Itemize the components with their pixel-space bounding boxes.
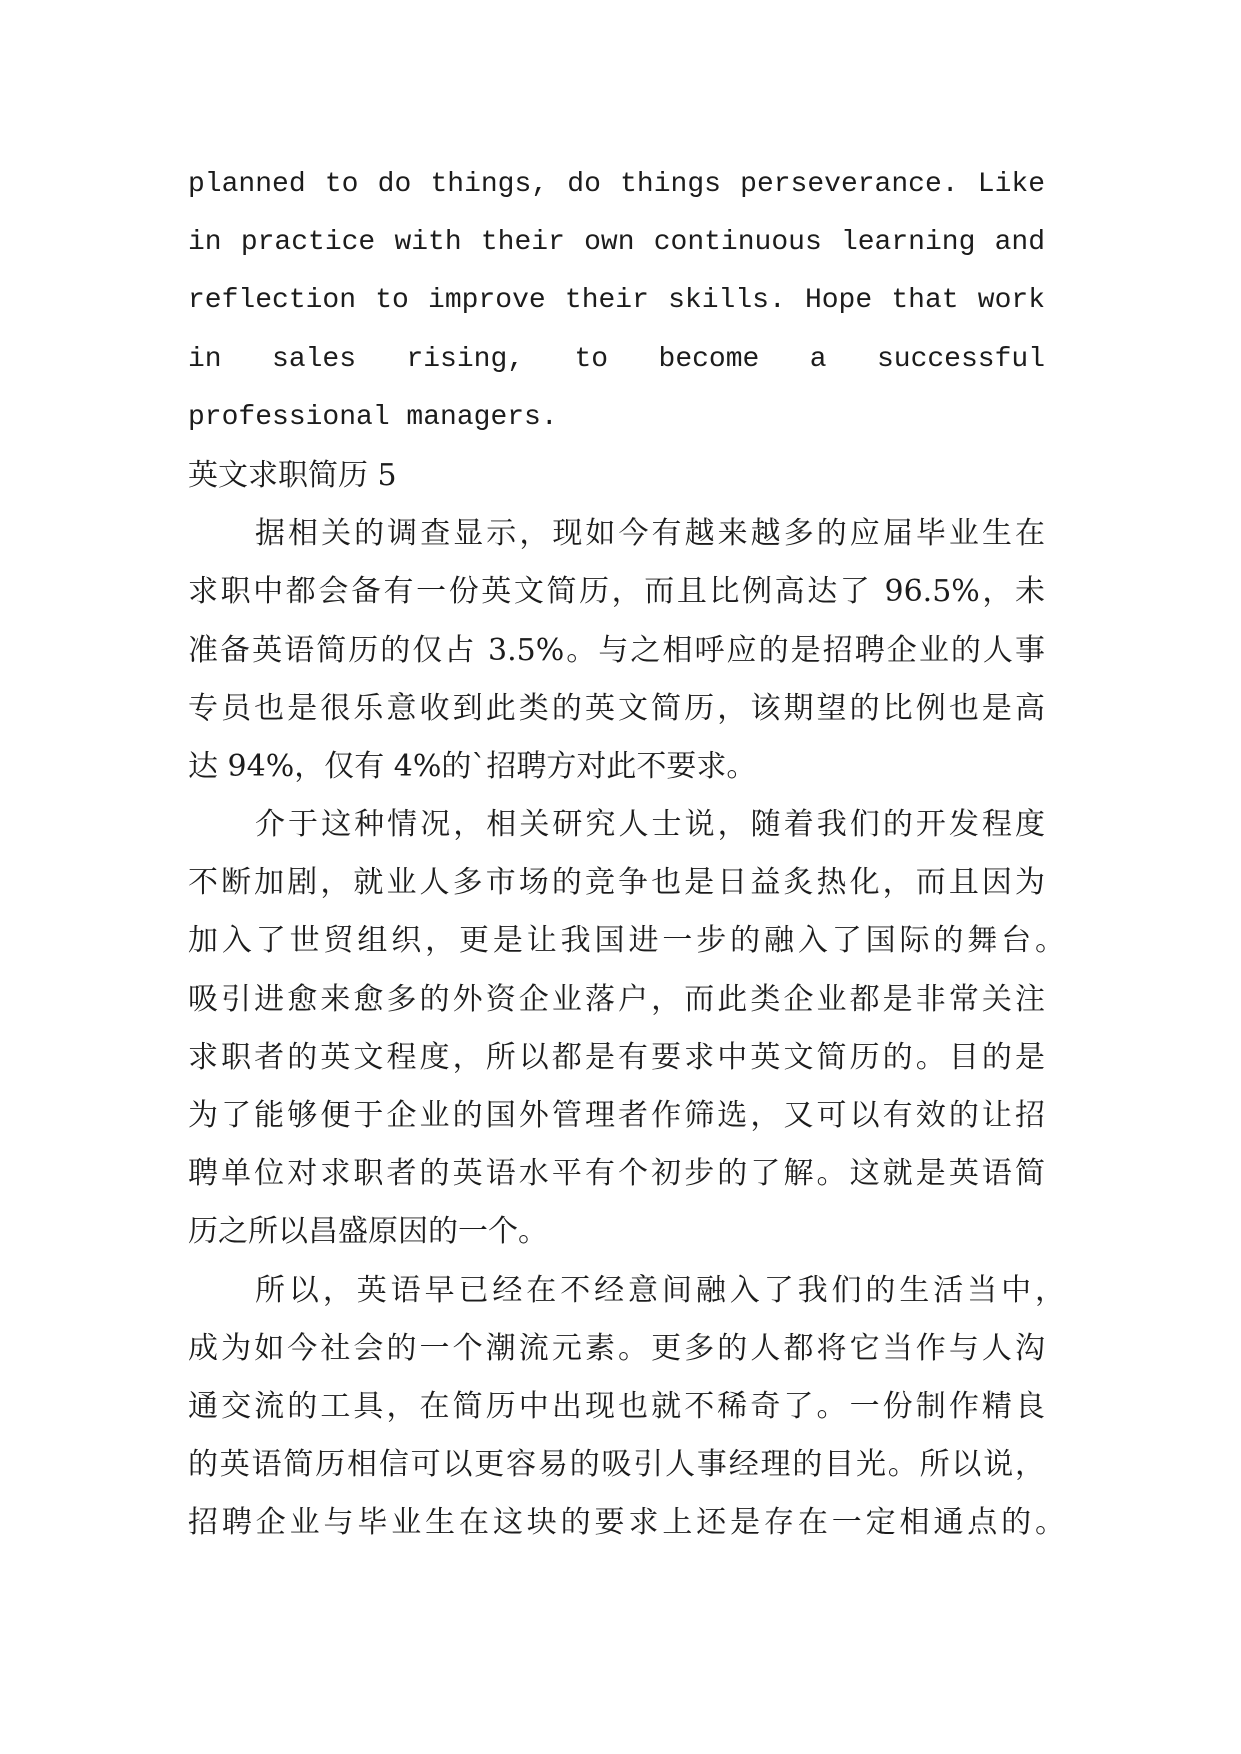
paragraph: [188, 1262, 1065, 1553]
text-line: 聘单位对求职者的英语水平有个初步的了解。这就是英语简: [188, 1156, 1045, 1192]
text-line: 吸引进愈来愈多的外资企业落户，而此类企业都是非常关注: [188, 981, 1045, 1017]
text-line: 成为如今社会的一个潮流元素。更多的人都将它当作与人沟: [188, 1330, 1045, 1366]
text-line: 介于这种情况，相关研究人士说，随着我们的开发程度: [255, 807, 1045, 843]
text-line: 求职中都会备有一份英文简历，而且比例高达了 96.5%，未: [188, 574, 1045, 610]
text-line: in sales rising, to become a successful: [188, 343, 1045, 375]
section-heading: 英文求职简历 5: [188, 457, 397, 493]
text-line: in practice with their own continuous learning and: [188, 227, 1045, 259]
text-line: 历之所以昌盛原因的一个。: [188, 1214, 548, 1250]
text-line: 专员也是很乐意收到此类的英文简历，该期望的比例也是高: [188, 690, 1045, 726]
text-line: 招聘企业与毕业生在这块的要求上还是存在一定相通点的。: [188, 1505, 1065, 1541]
text-line: 为了能够便于企业的国外管理者作筛选，又可以有效的让招: [188, 1098, 1045, 1133]
text-line: 加入了世贸组织，更是让我国进一步的融入了国际的舞台。: [188, 923, 1065, 959]
paragraph: [188, 796, 1065, 1262]
text-line: 据相关的调查显示，现如今有越来越多的应届毕业生在: [255, 516, 1045, 552]
text-line: 的英语简历相信可以更容易的吸引人事经理的目光。所以说，: [188, 1447, 1045, 1483]
continuation-paragraph: [188, 156, 1065, 447]
text-line: planned to do things, do things perseverance. Like: [188, 169, 1045, 200]
text-line: 达 94%，仅有 4%的`招聘方对此不要求。: [188, 748, 757, 784]
text-line: 不断加剧，就业人多市场的竞争也是日益炙热化，而且因为: [188, 865, 1045, 901]
text-line: professional managers.: [188, 401, 558, 433]
text-line: 通交流的工具，在简历中出现也就不稀奇了。一份制作精良: [188, 1388, 1045, 1424]
text-line: 所以，英语早已经在不经意间融入了我们的生活当中，: [255, 1272, 1065, 1308]
text-line: 求职者的英文程度，所以都是有要求中英文简历的。目的是: [188, 1039, 1045, 1075]
text-line: 准备英语简历的仅占 3.5%。与之相呼应的是招聘企业的人事: [188, 632, 1045, 668]
text-line: reflection to improve their skills. Hope that work: [188, 285, 1045, 317]
page-content: [188, 156, 1065, 1553]
paragraph: [188, 505, 1065, 796]
